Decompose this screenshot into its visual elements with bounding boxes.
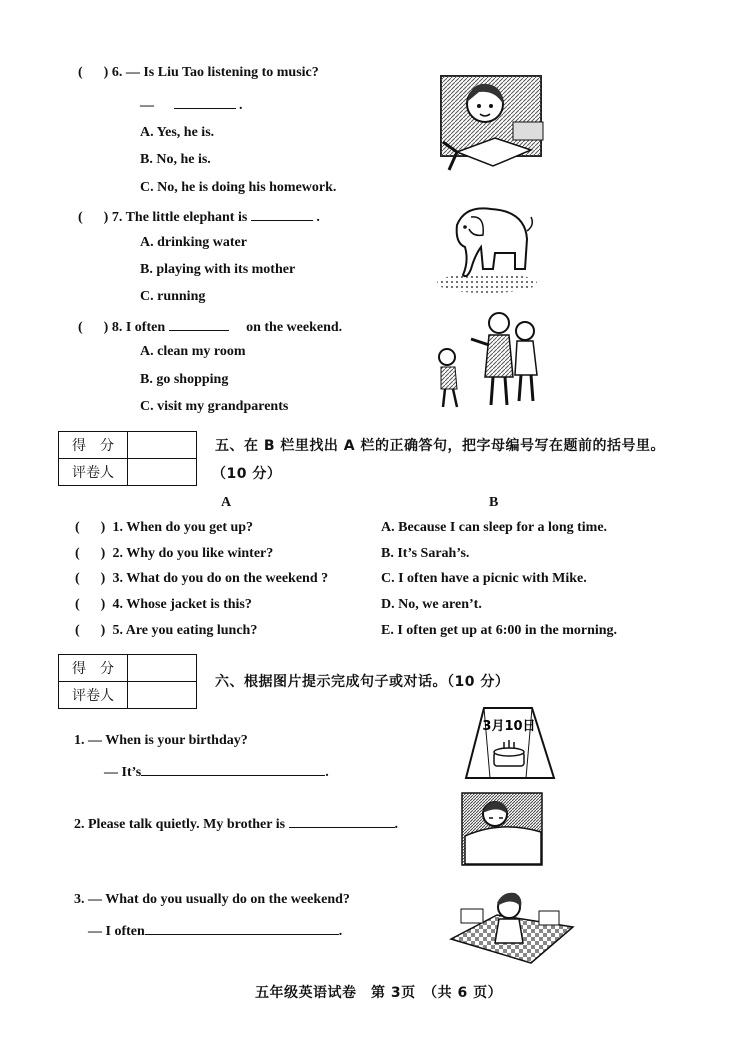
b-item: E. I often get up at 6:00 in the morning. <box>381 623 618 638</box>
answer-paren[interactable]: ( ) <box>75 546 106 561</box>
sleeping-boy-picture <box>461 792 543 866</box>
column-b-header: B <box>489 495 499 510</box>
answer-paren[interactable]: ( ) <box>78 210 109 225</box>
column-a-header: A <box>221 495 232 510</box>
option: C. running <box>140 289 206 304</box>
score-box <box>58 431 197 486</box>
question-8 <box>78 316 342 337</box>
section6-title: 六、根据图片提示完成句子或对话。（10 分） <box>215 674 510 690</box>
stem-end: on the weekend. <box>246 320 343 335</box>
a-item: 5. Are you eating lunch? <box>112 623 258 638</box>
answer-blank[interactable] <box>289 813 395 828</box>
matching-row <box>75 570 328 588</box>
grader-cell[interactable] <box>128 682 197 709</box>
elephant-picture <box>435 195 541 295</box>
q3-line1: 3. — What do you usually do on the weekend? <box>74 892 350 907</box>
grader-label: 评卷人 <box>59 459 128 486</box>
answer-blank[interactable] <box>169 316 229 331</box>
question-stem: The little elephant is <box>125 210 248 225</box>
matching-row <box>75 519 253 537</box>
question-7 <box>78 206 320 227</box>
b-item: A. Because I can sleep for a long time. <box>381 520 608 535</box>
calendar-birthday-picture <box>464 700 558 782</box>
answer-paren[interactable]: ( ) <box>78 320 109 335</box>
b-item: B. It’s Sarah’s. <box>381 546 470 561</box>
answer-paren[interactable]: ( ) <box>75 623 106 638</box>
question-number: 6. <box>111 65 123 80</box>
family-picture <box>433 305 545 413</box>
question-6-reply: — . <box>140 94 243 115</box>
a-item: 3. What do you do on the weekend ? <box>112 571 329 586</box>
option: C. No, he is doing his homework. <box>140 180 337 195</box>
q1-reply: — It’s <box>104 765 142 780</box>
question-number: 8. <box>111 320 123 335</box>
answer-blank[interactable] <box>141 761 325 776</box>
matching-row <box>75 545 273 563</box>
option: C. visit my grandparents <box>140 399 289 414</box>
matching-row <box>75 596 252 614</box>
score-box <box>58 654 197 709</box>
question-stem: — Is Liu Tao listening to music? <box>125 65 319 80</box>
answer-blank[interactable] <box>145 920 339 935</box>
dash: — <box>140 98 154 113</box>
option: B. No, he is. <box>140 152 211 167</box>
option: A. drinking water <box>140 235 247 250</box>
score-label: 得 分 <box>59 432 128 459</box>
q1-end: . <box>325 765 329 780</box>
q1-line1: 1. — When is your birthday? <box>74 733 248 748</box>
option: B. go shopping <box>140 372 229 387</box>
picnic-girl-picture <box>447 885 577 965</box>
q1-line2 <box>104 761 329 782</box>
option: A. clean my room <box>140 344 246 359</box>
a-item: 1. When do you get up? <box>112 520 254 535</box>
option: A. Yes, he is. <box>140 125 215 140</box>
grader-cell[interactable] <box>128 459 197 486</box>
q2 <box>74 813 398 834</box>
calendar-date: 3月10日 <box>482 719 536 734</box>
answer-paren[interactable]: ( ) <box>78 65 109 80</box>
b-item: C. I often have a picnic with Mike. <box>381 571 587 586</box>
question-number: 7. <box>111 210 123 225</box>
b-item: D. No, we aren’t. <box>381 597 482 612</box>
answer-paren[interactable]: ( ) <box>75 597 106 612</box>
answer-blank[interactable] <box>251 206 313 221</box>
q2-end: . <box>394 817 399 832</box>
option: B. playing with its mother <box>140 262 296 277</box>
score-cell[interactable] <box>128 655 197 682</box>
boy-doing-homework-picture <box>435 62 547 174</box>
page-footer: 五年级英语试卷 第 3页 （共 6 页） <box>255 985 503 1001</box>
stem-end: . <box>316 210 320 225</box>
question-6 <box>78 64 319 82</box>
matching-row <box>75 622 257 640</box>
section5-points: （10 分） <box>212 466 282 482</box>
grader-label: 评卷人 <box>59 682 128 709</box>
q3-end: . <box>338 924 343 939</box>
answer-paren[interactable]: ( ) <box>75 571 106 586</box>
answer-paren[interactable]: ( ) <box>75 520 106 535</box>
a-item: 2. Why do you like winter? <box>112 546 274 561</box>
answer-blank[interactable] <box>174 94 236 109</box>
section5-title: 五、在 B 栏里找出 A 栏的正确答句，把字母编号写在题前的括号里。 <box>215 438 666 454</box>
a-item: 4. Whose jacket is this? <box>112 597 252 612</box>
score-cell[interactable] <box>128 432 197 459</box>
score-label: 得 分 <box>59 655 128 682</box>
q2-text: 2. Please talk quietly. My brother is <box>74 817 286 832</box>
q3-reply: — I often <box>88 924 145 939</box>
q3-line2 <box>88 920 342 941</box>
question-stem: I often <box>125 320 166 335</box>
